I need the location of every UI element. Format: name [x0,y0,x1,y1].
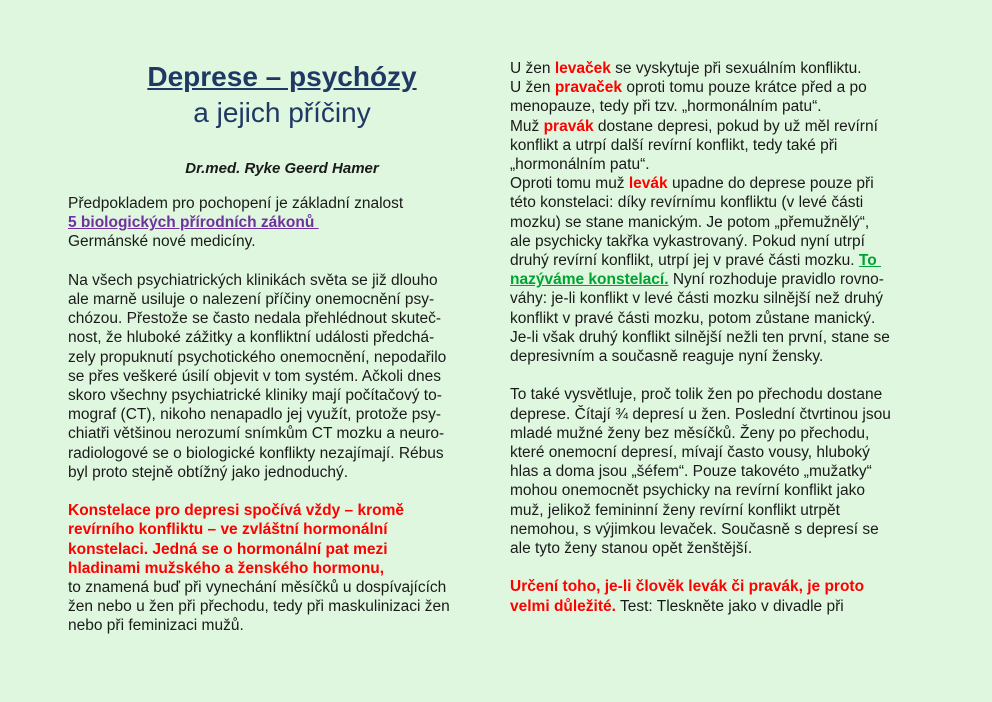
text-segment: zely propuknutí psychotického onemocnění, nepodařilo [68,348,447,366]
text-line [510,193,962,212]
text-line [68,309,496,328]
text-segment: nazýváme konstelací. [510,271,669,289]
text-segment: pravaček [554,79,623,97]
text-line [68,386,496,405]
text-line [68,578,496,597]
text-line [68,271,496,290]
text-segment: pravák [543,117,594,135]
text-segment: mozku) se stane manickým. Je potom „přemužnělý“, [510,213,870,231]
text-line [68,559,496,578]
text-segment: Oproti tomu muž [510,175,629,193]
text-segment: nemohou, s výjimkou levaček. Současně s depresí se [510,520,879,538]
text-line [510,462,962,481]
text-segment: levák [628,175,668,193]
text-segment: Předpokladem pro pochopení je základní znalost [68,195,404,212]
text-segment: Konstelace pro depresi spočívá vždy – kromě [68,502,404,520]
text-line [510,117,962,136]
text-segment: U žen [510,79,555,97]
text-segment: muž, jelikož femininní ženy revírní konflikt utrpět [510,501,840,519]
text-segment: mograf (CT), nikoho nenapadlo jej využít, protože psy- [68,406,442,424]
text-line [510,232,962,251]
text-segment: Určení toho, je-li člověk levák či pravák, je proto [510,578,865,596]
text-line [510,501,962,520]
text-segment: chózou. Přestože se často nedala přehlédnout skuteč- [68,310,442,328]
text-line [68,520,496,539]
text-segment: Muž [510,117,544,135]
text-line [510,328,962,347]
text-segment: hladinami mužského a ženského hormonu, [68,559,385,577]
text-segment: konflikt v pravé části mozku, potom zůstane manický. [510,309,876,327]
text-line [510,251,962,270]
text-segment: ale marně usiluje o nalezení příčiny onemocnění psy- [68,291,435,308]
text-line [510,309,962,328]
text-segment: dostane depresi, pokud by už měl revírní [593,117,878,135]
text-segment: váhy: je-li konflikt v levé části mozku silnější než druhý [510,290,884,308]
text-segment: menopauze, tedy při tzv. „hormonálním patu“. [510,98,822,116]
right-column [510,59,962,616]
text-segment: žen nebo u žen při přechodu, tedy při maskulinizaci žen [68,598,450,616]
paragraph-handedness-conflicts [510,59,962,366]
text-segment: Test: Tleskněte jako v divadle při [615,597,844,615]
text-line [510,59,962,78]
paragraph-handedness-test [510,577,962,615]
text-segment: Je-li však druhý konflikt silnější nežli ten první, stane se [510,328,890,346]
text-line [68,290,496,309]
left-column-text [68,194,496,636]
text-line [510,539,962,558]
left-column [68,60,496,636]
paragraph-menopause-depression [510,385,962,558]
text-line [68,501,496,520]
paragraph-psychiatry-clinics [68,271,496,482]
text-line [510,213,962,232]
text-line [68,367,496,386]
text-line [68,213,496,232]
text-segment: Germánské nové medicíny. [68,233,256,251]
text-line [68,405,496,424]
text-line [68,194,496,213]
text-segment: U žen [510,60,555,77]
page-title: Deprese – psychózy [147,61,417,92]
text-segment: nebo při feminizaci mužů. [68,617,244,635]
text-line [68,328,496,347]
text-line [68,463,496,482]
text-segment: levaček [554,60,611,77]
text-line [510,443,962,462]
text-segment: této konstelaci: díky revírnímu konfliktu (v levé části [510,194,864,212]
text-segment: se přes veškeré úsilí objevit v tom systém. Ačkoli dnes [68,367,442,385]
text-segment: byl proto stejně obtížný jako jednoduchý. [68,463,349,481]
text-line [68,616,496,635]
text-line [510,97,962,116]
text-line [510,174,962,193]
text-segment: to znamená buď při vynechání měsíčků u dospívajících [68,579,447,597]
text-segment: se vyskytuje při sexuálním konfliktu. [610,60,862,77]
text-segment: oproti tomu pouze krátce před a po [622,79,867,97]
text-segment: To [858,252,881,270]
text-line [510,136,962,155]
text-segment: deprese. Čítají ¾ depresí u žen. Poslední čtvrtinou jsou [510,405,891,423]
text-segment: které onemocní depresí, mívají často vousy, hluboký [510,444,870,462]
text-segment: ale psychicky takřka vykastrovaný. Pokud nyní utrpí [510,232,865,250]
text-segment: „hormonálním patu“. [510,156,650,174]
text-line [510,577,962,596]
author-byline: Dr.med. Ryke Geerd Hamer [185,160,379,177]
text-segment: mladé mužné ženy bez měsíčků. Ženy po přechodu, [510,424,870,442]
text-line [510,385,962,404]
text-segment: ale tyto ženy stanou opět ženštější. [510,540,753,558]
text-line [510,405,962,424]
text-line [68,232,496,251]
text-segment: skoro všechny psychiatrické kliniky mají počítačový to- [68,387,442,405]
text-segment: velmi důležité. [510,597,616,615]
text-line [510,424,962,443]
text-line [510,481,962,500]
text-segment: chiatři většinou nerozumí snímkům CT mozku a neuro- [68,425,445,443]
text-line [68,597,496,616]
text-line [510,289,962,308]
text-line [510,597,962,616]
text-line [510,155,962,174]
text-segment: depresivním a současně reaguje nyní žensky. [510,348,824,366]
paragraph-intro [68,194,496,252]
text-segment: radiologové se o biologické konflikty nezajímají. Rébus [68,444,444,462]
text-line [68,348,496,367]
text-line [510,270,962,289]
text-segment: konstelaci. Jedná se o hormonální pat mezi [68,540,388,558]
text-line [510,347,962,366]
text-segment: nost, že hluboké zážitky a konfliktní události předchá- [68,329,435,347]
text-segment: hlas a doma jsou „šéfem“. Pouze takovéto „mužatky“ [510,463,872,481]
text-line [68,540,496,559]
text-line [68,444,496,463]
text-line [68,424,496,443]
text-segment: upadne do deprese pouze při [667,175,874,193]
text-segment: revírního konfliktu – ve zvláštní hormonální [68,521,388,539]
text-segment: mohou onemocnět psychicky na revírní konflikt jako [510,482,865,500]
text-line [510,520,962,539]
link-five-biological-laws[interactable]: 5 biologických přírodních zákonů [68,214,319,232]
page-subtitle: a jejich příčiny [193,97,371,128]
text-segment: druhý revírní konflikt, utrpí jej v pravé části mozku. [510,252,859,270]
text-line [510,78,962,97]
text-segment: konflikt a utrpí další revírní konflikt, tedy také při [510,136,838,154]
text-segment: Nyní rozhoduje pravidlo rovno- [668,271,884,289]
text-segment: Na všech psychiatrických klinikách světa se již dlouho [68,271,438,289]
right-column-text [510,59,962,616]
text-segment: To také vysvětluje, proč tolik žen po přechodu dostane [510,386,883,404]
paragraph-hormonal-constellation [68,501,496,635]
